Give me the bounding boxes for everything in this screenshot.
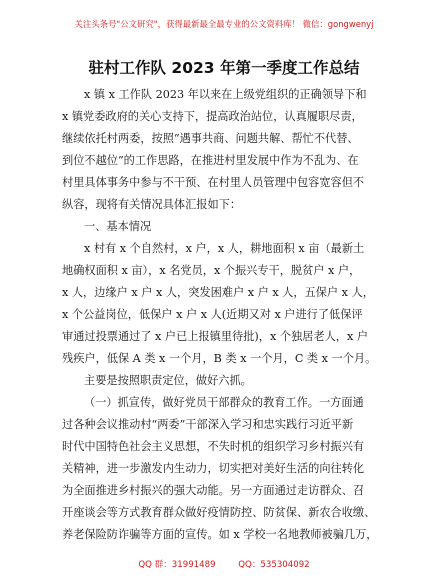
body-line: 时代中国特色社会主义思想，不失时机的组织学习乡村振兴有 [62,440,365,453]
body-line: 养老保险防诈骗等方面的宣传。如 x 学校一名地教师被骗几万， [62,528,378,541]
body-line: x 镇党委政府的关心支持下，提高政治站位，认真履职尽责， [62,110,363,123]
body-line: 主要是按照职责定位，做好六抓。 [84,374,252,387]
footer-qq: QQ：535304092 [238,560,310,570]
body-line: x 人，边缘户 x 户 x 人，突发困难户 x 户 x 人，五保户 x 人， [62,286,374,299]
footer-qq-group: QQ 群：31991489 [138,560,216,570]
body-line: 继续依托村两委，按照“遇事共商、问题共解、帮忙不代替、 [62,132,359,145]
body-line: 开座谈会等方式教育群众做好疫情防控、防贫保、新农合收缴、 [62,506,376,519]
body-line: x 个公益岗位，低保户 x 户 x 人(近期又对 x 户进行了低保评 [62,308,363,321]
body-line: 地确权面积 x 亩），x 名党员，x 个振兴专干，脱贫户 x 户， [62,264,361,277]
body-line: 到位不越位”的工作思路，在推进村里发展中作为不乱为、在 [62,154,359,167]
document-body [62,84,388,546]
body-line: 为全面推进乡村振兴的强大动能。另一方面通过走访群众、召 [62,484,365,497]
body-line: 过各种会议推动村“两委”干部深入学习和忠实践行习近平新 [62,418,354,431]
footer-contact [0,558,448,570]
body-line: 一、基本情况 [84,220,152,233]
body-line: 审通过投票通过了 x 户已上报镇里待批)，x 个独居老人，x 户 [62,330,369,343]
header-promo-note: 关注头条号"公文研究"，获得最新最全最专业的公文资料库！ 微信：gongwenyj [74,19,374,29]
body-line: x 镇 x 工作队 2023 年以来在上级党组织的正确领导下和 [84,88,367,101]
body-line: x 村有 x 个自然村，x 户，x 人，耕地面积 x 亩（最新土 [84,242,365,255]
body-line: 关精神，进一步激发内生动力，切实把对美好生活的向往转化 [62,462,365,475]
body-line: （一）抓宣传，做好党员干部群众的教育工作。一方面通 [84,396,364,409]
document-title: 驻村工作队 2023 年第一季度工作总结 [88,59,360,77]
body-line: 村里具体事务中参与不干预、在村里人员管理中包容宽容但不 [62,176,365,189]
body-line: 残疾户，低保 A 类 x 一个月，B 类 x 一个月，C 类 x 一个月。 [62,352,377,365]
body-line: 纵容，现将有关情况具体汇报如下： [62,198,242,211]
